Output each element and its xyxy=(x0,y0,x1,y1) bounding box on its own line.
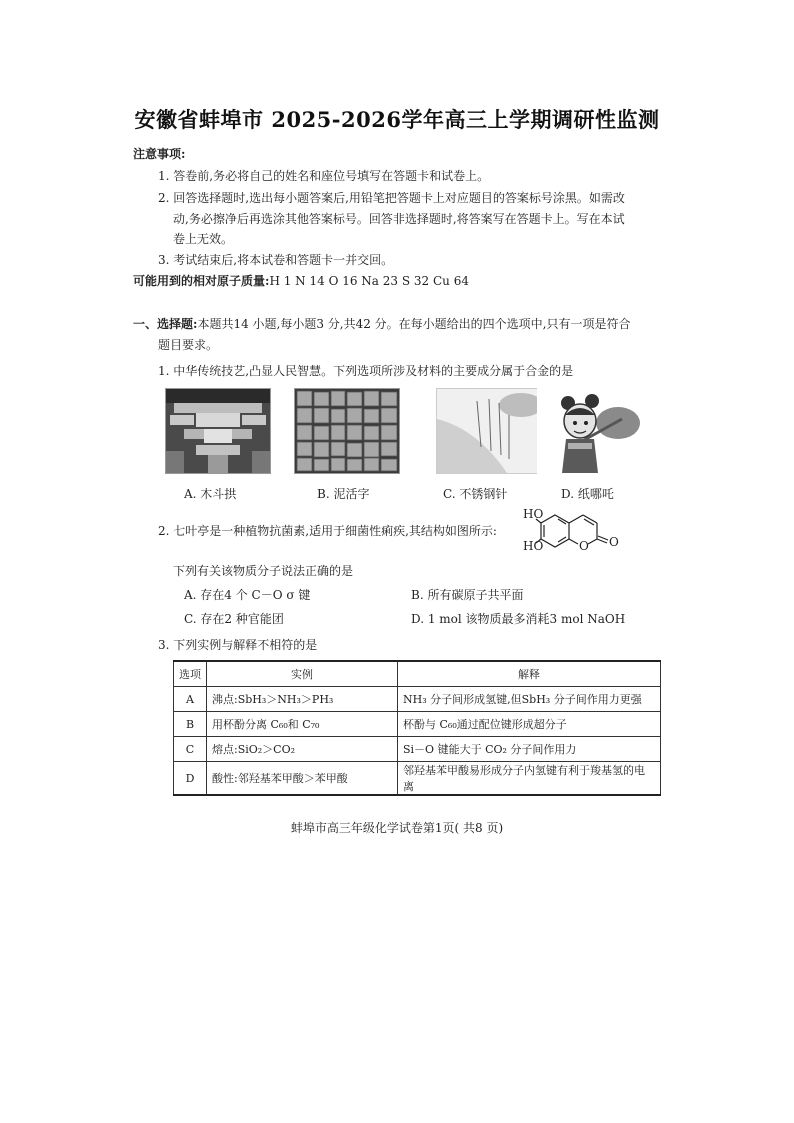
q2-option-a[interactable]: A. 存在4 个 C－O σ 键 xyxy=(184,588,311,602)
notice-item-2: 2. 回答选择题时,选出每小题答案后,用铅笔把答题卡上对应题目的答案标号涂黑。如需改 xyxy=(158,191,625,205)
table-row[interactable] xyxy=(174,762,661,796)
q2-stem: 2. 七叶亭是一种植物抗菌素,适用于细菌性痢疾,其结构如图所示: xyxy=(158,524,497,538)
table-row[interactable] xyxy=(174,737,661,762)
atomic-masses-label: 可能用到的相对原子质量: xyxy=(133,274,270,288)
atomic-masses xyxy=(133,272,469,289)
q3-row-b-explanation: 杯酚与 C₆₀通过配位键形成超分子 xyxy=(398,712,661,737)
notice-heading: 注意事项: xyxy=(133,147,186,161)
section1-line1 xyxy=(133,315,631,332)
q1-option-d[interactable]: D. 纸哪吒 xyxy=(561,487,614,501)
atomic-masses-values: H 1 N 14 O 16 Na 23 S 32 Cu 64 xyxy=(269,274,469,288)
page-footer: 蚌埠市高三年级化学试卷第1页( 共8 页) xyxy=(290,821,504,835)
q3-header-explanation: 解释 xyxy=(398,661,661,687)
q3-row-d-explanation: 邻羟基苯甲酸易形成分子内氢键有利于羧基氢的电离 xyxy=(398,762,661,796)
notice-item-2-end: 卷上无效。 xyxy=(173,232,234,246)
q2-option-d[interactable]: D. 1 mol 该物质最多消耗3 mol NaOH xyxy=(411,612,626,626)
q3-stem: 3. 下列实例与解释不相符的是 xyxy=(158,638,318,652)
q1-option-c[interactable]: C. 不锈钢针 xyxy=(443,487,508,501)
q1-stem: 1. 中华传统技艺,凸显人民智慧。下列选项所涉及材料的主要成分属于合金的是 xyxy=(158,364,574,378)
q3-row-c-example: 熔点:SiO₂＞CO₂ xyxy=(207,737,398,762)
page-title: 安徽省蚌埠市 2025-2026学年高三上学期调研性监测 xyxy=(134,107,660,132)
q2-option-c[interactable]: C. 存在2 种官能团 xyxy=(184,612,284,626)
q3-row-a-explanation: NH₃ 分子间形成氢键,但SbH₃ 分子间作用力更强 xyxy=(398,687,661,712)
q3-row-d-example: 酸性:邻羟基苯甲酸＞苯甲酸 xyxy=(207,762,398,796)
q1-image-paper-nezha xyxy=(537,388,643,474)
q3-row-d-option: D xyxy=(174,762,207,796)
q3-row-a-example: 沸点:SbH₃＞NH₃＞PH₃ xyxy=(207,687,398,712)
structure-label-carbonyl-o: O xyxy=(609,535,619,549)
q2-lead: 下列有关该物质分子说法正确的是 xyxy=(173,564,354,578)
notice-item-3: 3. 考试结束后,将本试卷和答题卡一并交回。 xyxy=(158,253,394,267)
q2-option-b[interactable]: B. 所有碳原子共平面 xyxy=(411,588,524,602)
q1-image-clay-type xyxy=(294,388,400,474)
q3-row-a-option: A xyxy=(174,687,207,712)
table-row[interactable] xyxy=(174,712,661,737)
section1-line2: 题目要求。 xyxy=(158,338,219,352)
section1-text: 本题共14 小题,每小题3 分,共42 分。在每小题给出的四个选项中,只有一项是符合 xyxy=(197,317,631,331)
q3-table xyxy=(173,660,661,796)
q2-structure xyxy=(523,505,623,559)
q3-row-c-option: C xyxy=(174,737,207,762)
q3-row-b-option: B xyxy=(174,712,207,737)
section1-heading: 一、选择题: xyxy=(133,317,198,331)
notice-item-1: 1. 答卷前,务必将自己的姓名和座位号填写在答题卡和试卷上。 xyxy=(158,169,490,183)
structure-label-ring-o: O xyxy=(579,539,589,553)
q3-row-c-explanation: Si－O 键能大于 CO₂ 分子间作用力 xyxy=(398,737,661,762)
q3-row-b-example: 用杯酚分离 C₆₀和 C₇₀ xyxy=(207,712,398,737)
q3-header-example: 实例 xyxy=(207,661,398,687)
q3-header-option: 选项 xyxy=(174,661,207,687)
q1-option-b[interactable]: B. 泥活字 xyxy=(317,487,370,501)
q3-table-header xyxy=(174,661,661,687)
structure-label-ho-bottom: HO xyxy=(523,539,544,553)
table-row[interactable] xyxy=(174,687,661,712)
structure-label-ho-top: HO xyxy=(523,507,544,521)
notice-item-2-cont: 动,务必擦净后再选涂其他答案标号。回答非选择题时,将答案写在答题卡上。写在本试 xyxy=(173,212,625,226)
q1-option-a[interactable]: A. 木斗拱 xyxy=(184,487,237,501)
q1-image-dougong xyxy=(165,388,271,474)
q1-image-steel-needles xyxy=(436,388,542,474)
